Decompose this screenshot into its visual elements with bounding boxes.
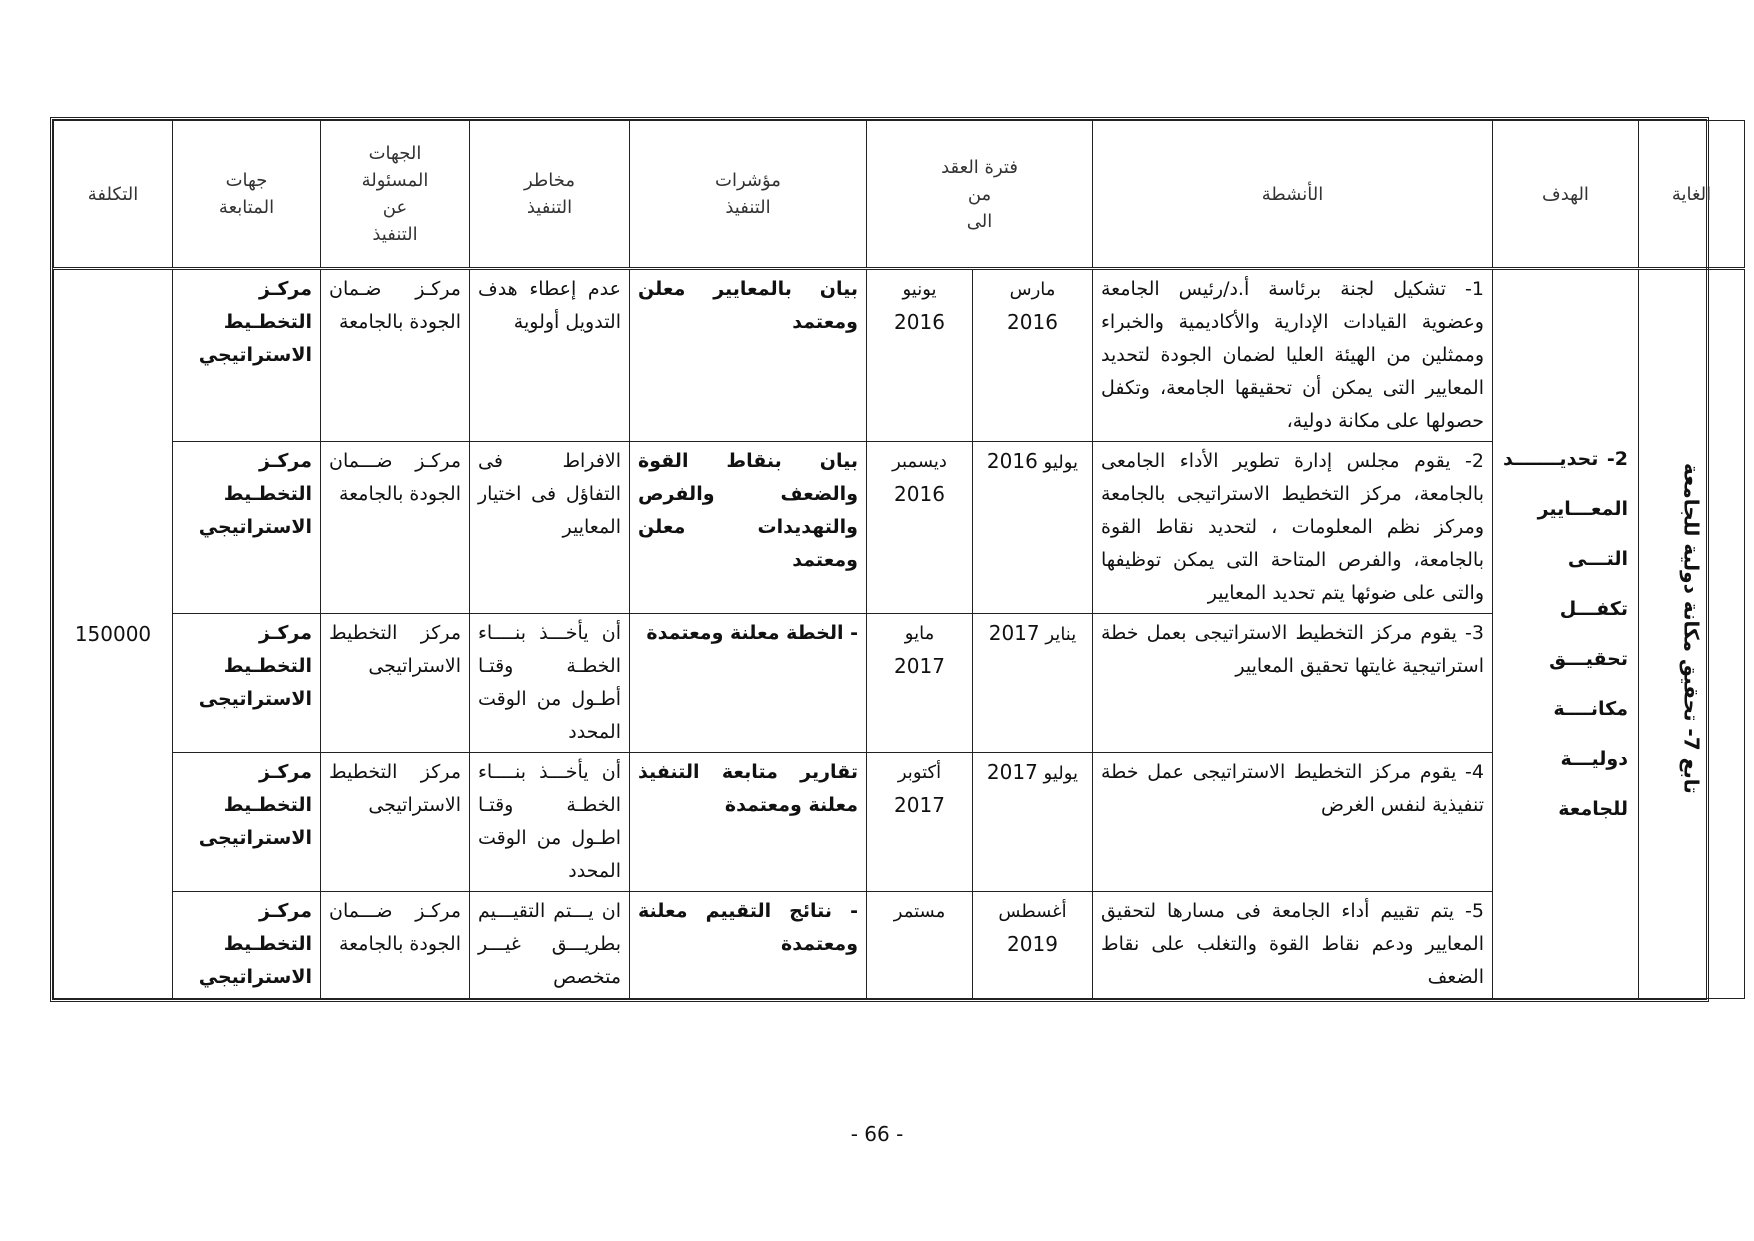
header-period-to: الى (966, 210, 993, 232)
header-risks: مخاطر التنفيذ (470, 121, 630, 269)
responsible-cell: مركـز ضـــمان الجودة بالجامعة (321, 892, 470, 999)
header-target: الهدف (1493, 121, 1639, 269)
responsible-cell: مركز التخطيط الاستراتيجى (321, 614, 470, 753)
followup-cell: مركـز التخطـيط الاستراتيجي (173, 269, 321, 442)
responsible-cell: مركـز ضـمان الجودة بالجامعة (321, 269, 470, 442)
to-date-cell: ديسمبر 2016 (867, 442, 973, 614)
table-row (54, 442, 1745, 614)
responsible-cell: مركز التخطيط الاستراتيجى (321, 753, 470, 892)
activity-cell: 4- يقوم مركز التخطيط الاستراتيجى عمل خطة تنفيذية لنفس الغرض (1093, 753, 1493, 892)
target-cell: 2- تحديـــــــد المعـــايير التـــى تكفـــل تحقيـــق مكانــــة دوليـــة للجامعة (1493, 269, 1639, 999)
risk-cell: ان يـــتم التقيـــيم بطريـــق غيـــر متخصص (470, 892, 630, 999)
activity-cell: 1- تشكيل لجنة برئاسة أ.د/رئيس الجامعة وعضوية القيادات الإدارية والأكاديمية والخبراء وممثلين من الهيئة العليا لضمان الجودة لتحديد المعايير التى يمكن أن تحقيقها الجامعة، وتكفل حصولها على مكانة دولية، (1093, 269, 1493, 442)
from-date-cell: يناير 2017 (973, 614, 1093, 753)
header-period (867, 121, 1093, 269)
followup-cell: مركـز التخطـيط الاستراتيجى (173, 614, 321, 753)
from-date-cell: أغسطس 2019 (973, 892, 1093, 999)
indicator-cell: - الخطة معلنة ومعتمدة (630, 614, 867, 753)
strategic-plan-table (53, 120, 1745, 999)
table-row (54, 614, 1745, 753)
header-period-from: من (967, 183, 992, 205)
header-followup: جهات المتابعة (173, 121, 321, 269)
activity-cell: 3- يقوم مركز التخطيط الاستراتيجى بعمل خطة استراتيجية غايتها تحقيق المعايير (1093, 614, 1493, 753)
risk-cell: عدم إعطاء هدف التدويل أولوية (470, 269, 630, 442)
to-date-cell: مستمر (867, 892, 973, 999)
goal-cell (1639, 269, 1745, 999)
to-date-cell: يونيو 2016 (867, 269, 973, 442)
to-date-cell: مايو 2017 (867, 614, 973, 753)
followup-cell: مركـز التخطـيط الاستراتيجى (173, 753, 321, 892)
indicator-cell: بيان بالمعايير معلن ومعتمد (630, 269, 867, 442)
header-goal: الغاية (1639, 121, 1745, 269)
followup-cell: مركـز التخطـيط الاستراتيجي (173, 442, 321, 614)
to-date-cell: أكتوبر 2017 (867, 753, 973, 892)
from-date-cell: يوليو 2017 (973, 753, 1093, 892)
risk-cell: أن يأخـــذ بنــــاء الخطـة وقتـا أطـول من الوقت المحدد (470, 614, 630, 753)
risk-cell: أن يأخـــذ بنــــاء الخطـة وقتـا اطـول من الوقت المحدد (470, 753, 630, 892)
header-cost: التكلفة (54, 121, 173, 269)
indicator-cell: بيان بنقاط القوة والضعف والفرص والتهديدات معلن ومعتمد (630, 442, 867, 614)
cost-cell: 150000 (54, 269, 173, 999)
activity-cell: 5- يتم تقييم أداء الجامعة فى مسارها لتحقيق المعايير ودعم نقاط القوة والتغلب على نقاط الضعف (1093, 892, 1493, 999)
risk-cell: الافراط فى التفاؤل فى اختيار المعايير (470, 442, 630, 614)
table-row (54, 753, 1745, 892)
page-number: - 66 - (850, 1122, 904, 1146)
indicator-cell: - نتائج التقييم معلنة ومعتمدة (630, 892, 867, 999)
header-indicators: مؤشرات التنفيذ (630, 121, 867, 269)
responsible-cell: مركـز ضـــمان الجودة بالجامعة (321, 442, 470, 614)
activity-cell: 2- يقوم مجلس إدارة تطوير الأداء الجامعى بالجامعة، مركز التخطيط الاستراتيجى بالجامعة ومركز نظم المعلومات ، لتحديد نقاط القوة بالجامعة، والفرص المتاحة التى يمكن توظيفها والتى على ضوئها يتم تحديد المعايير (1093, 442, 1493, 614)
table-row (54, 892, 1745, 999)
followup-cell: مركـز التخطـيط الاستراتيجي (173, 892, 321, 999)
header-activities: الأنشطة (1093, 121, 1493, 269)
from-date-cell: يوليو 2016 (973, 442, 1093, 614)
plan-table-frame (50, 117, 1712, 1002)
table-row (54, 269, 1745, 442)
goal-text: تابع 7- تحقيق مكانة دولية للجامعة (1679, 463, 1704, 794)
header-responsible: الجهات المسئولة عن التنفيذ (321, 121, 470, 269)
indicator-cell: تقارير متابعة التنفيذ معلنة ومعتمدة (630, 753, 867, 892)
header-row (54, 121, 1745, 269)
from-date-cell: مارس 2016 (973, 269, 1093, 442)
header-period-title: فترة العقد (941, 156, 1018, 178)
